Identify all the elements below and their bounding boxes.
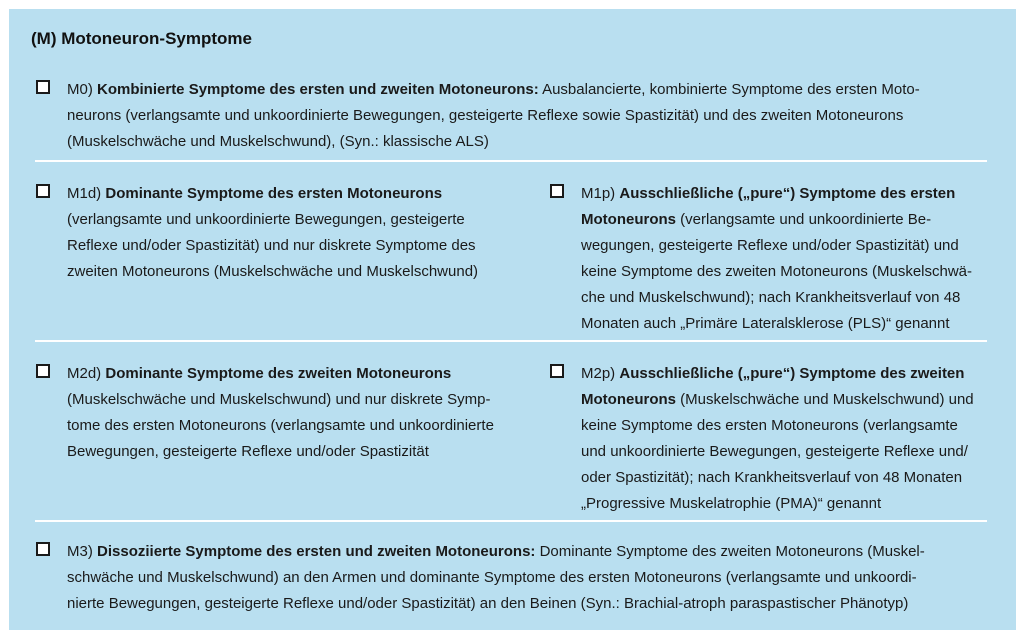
m1d-code: M1d) xyxy=(67,185,102,202)
m2d-heading: Dominante Symptome des zweiten Motoneurons xyxy=(105,365,452,382)
divider xyxy=(35,340,987,342)
m1p-checkbox[interactable] xyxy=(550,184,564,198)
divider xyxy=(35,160,987,162)
m0-text: M0) Kombinierte Symptome des ersten und zweiten Motoneurons: Ausbalancierte, kombinierte Symptome des ersten Moto- neurons (verlangsamte und unkoordinierte Bewegungen, gesteigerte Reflexe sowie Spastizität) und des zweiten Motoneurons (Muskelschwäche und Muskelschwund), (Syn.: klassische ALS) xyxy=(67,81,920,150)
m2d-text: M2d) Dominante Symptome des zweiten Motoneurons (Muskelschwäche und Muskelschwund) und nur diskrete Symp- tome des ersten Motoneurons (verlangsamte und unkoordinierte Bewegungen, gesteigerte Reflexe und/oder Spastizität xyxy=(67,365,494,460)
m3-checkbox[interactable] xyxy=(36,542,50,556)
m1d-heading: Dominante Symptome des ersten Motoneurons xyxy=(105,185,443,202)
m1p-text: M1p) Ausschließliche („pure“) Symptome des ersten Motoneurons (verlangsamte und unkoordinierte Be- wegungen, gesteigerte Reflexe und/oder Spastizität) und keine Symptome des zweiten Motoneurons (Muskelschwä- che und Muskelschwund); nach Krankheitsverlauf von 48 Monaten auch „Primäre Lateralsklerose (PLS)“ genannt xyxy=(581,185,973,332)
divider xyxy=(35,520,987,522)
m0-heading: Kombinierte Symptome des ersten und zweiten Motoneurons: xyxy=(97,81,539,98)
section-title: (M) Motoneuron-Symptome xyxy=(31,29,252,48)
m0-code: M0) xyxy=(67,81,93,98)
m2p-heading: Ausschließliche („pure“) Symptome des zweiten xyxy=(619,365,965,382)
m1d-text: M1d) Dominante Symptome des ersten Motoneurons (verlangsamte und unkoordinierte Bewegungen, gesteigerte Reflexe und/oder Spastizität) und nur diskrete Symptome des zweiten Motoneurons (Muskelschwäche und Muskelschwund) xyxy=(67,185,479,280)
m2d-checkbox[interactable] xyxy=(36,364,50,378)
m3-heading: Dissoziierte Symptome des ersten und zweiten Motoneurons: xyxy=(97,543,536,560)
m0-checkbox[interactable] xyxy=(36,80,50,94)
m2p-code: M2p) xyxy=(581,365,616,382)
m1p-heading: Ausschließliche („pure“) Symptome des ersten xyxy=(619,185,956,202)
m3-code: M3) xyxy=(67,543,93,560)
symptom-panel xyxy=(9,9,1016,630)
m3-text: M3) Dissoziierte Symptome des ersten und zweiten Motoneurons: Dominante Symptome des zweiten Motoneurons (Muskel- schwäche und Muskelschwund) an den Armen und dominante Symptome des ersten Motoneurons (verlangsamte und unkoordi- nierte Bewegungen, gesteigerte Reflexe und/oder Spastizität) an den Beinen (Syn.: Brachial-atroph paraspastischer Phänotyp) xyxy=(67,543,925,612)
m2p-checkbox[interactable] xyxy=(550,364,564,378)
m2d-code: M2d) xyxy=(67,365,102,382)
m1d-checkbox[interactable] xyxy=(36,184,50,198)
m2p-text: M2p) Ausschließliche („pure“) Symptome des zweiten Motoneurons (Muskelschwäche und Muskelschwund) und keine Symptome des ersten Motoneurons (verlangsamte und unkoordinierte Bewegungen, gesteigerte Reflexe und/ oder Spastizität); nach Krankheitsverlauf von 48 Monaten „Progressive Muskelatrophie (PMA)“ genannt xyxy=(581,365,974,512)
m1p-code: M1p) xyxy=(581,185,616,202)
